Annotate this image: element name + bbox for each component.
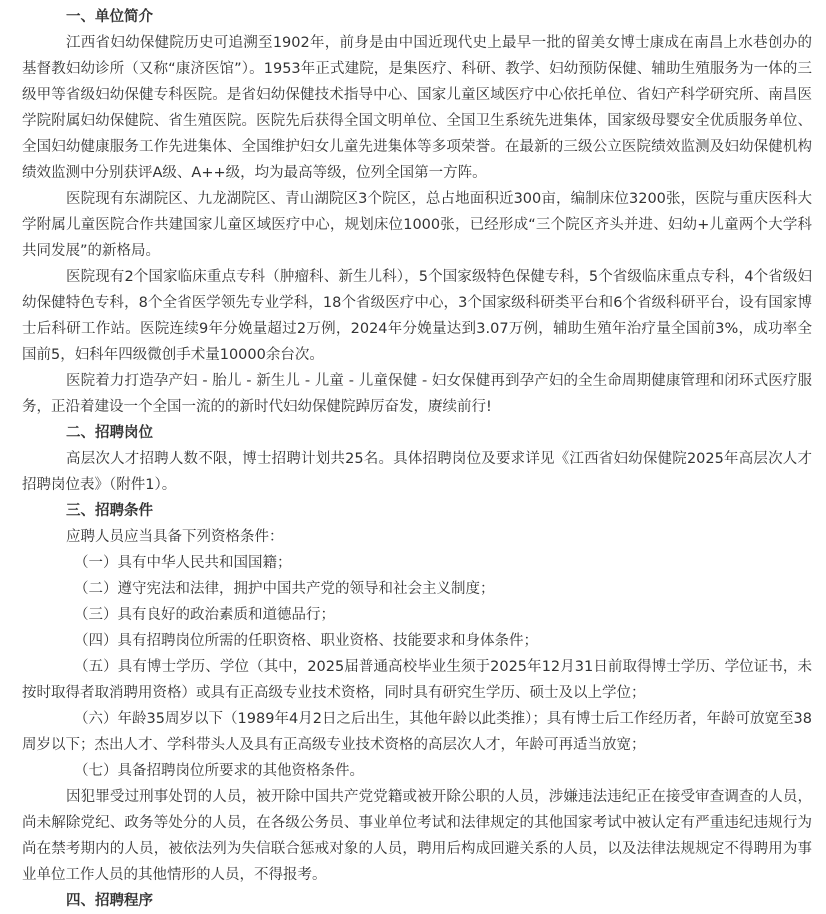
intro-paragraph-services: 医院着力打造孕产妇 - 胎儿 - 新生儿 - 儿童 - 儿童保健 - 妇女保健再到孕产妇的全生命周期健康管理和闭环式医疗服务，正沿着建设一个全国一流的的新时代妇幼保健院踔厉奋发，赓续前行! bbox=[22, 373, 812, 415]
intro-paragraph-specialties: 医院现有2个国家临床重点专科（肿瘤科、新生儿科），5个国家级特色保健专科，5个省级临床重点专科，4个省级妇幼保健特色专科，8个全省医学领先专业学科，18个省级医疗中心，3个国家级科研类平台和6个省级科研平台，设有国家博士后科研工作站。医院连续9年分娩量超过2万例，2024年分娩量达到3.07万例，辅助生殖年治疗量全国前3%，成功率全国前5，妇科年四级微创手术量10000余台次。 bbox=[22, 269, 812, 363]
conditions-intro: 应聘人员应当具备下列资格条件： bbox=[66, 529, 284, 545]
section-heading-positions: 二、招聘岗位 bbox=[66, 425, 153, 441]
article-body bbox=[22, 4, 812, 914]
conditions-exclusions: 因犯罪受过刑事处罚的人员，被开除中国共产党党籍或被开除公职的人员，涉嫌违法违纪正在接受审查调查的人员，尚未解除党纪、政务等处分的人员，在各级公务员、事业单位考试和法律规定的其他国家考试中被认定有严重违纪违规行为尚在禁考期内的人员，被依法列为失信联合惩戒对象的人员，聘用后构成回避关系的人员，以及法律法规规定不得聘用为事业单位工作人员的其他情形的人员，不得报考。 bbox=[22, 789, 812, 883]
condition-item: （四）具有招聘岗位所需的任职资格、职业资格、技能要求和身体条件； bbox=[74, 633, 538, 649]
section-heading-intro: 一、单位简介 bbox=[66, 9, 153, 25]
section-heading-conditions: 三、招聘条件 bbox=[66, 503, 153, 519]
condition-item: （三）具有良好的政治素质和道德品行； bbox=[74, 607, 335, 623]
intro-paragraph-history: 江西省妇幼保健院历史可追溯至1902年，前身是由中国近现代史上最早一批的留美女博士康成在南昌上水巷创办的基督教妇幼诊所（又称“康济医馆”）。1953年正式建院，是集医疗、科研、教学、妇幼预防保健、辅助生殖服务为一体的三级甲等省级妇幼保健专科医院。是省妇幼保健技术指导中心、国家儿童区域医疗中心依托单位、省妇产科学研究所、南昌医学院附属妇幼保健院、省生殖医院。医院先后获得全国文明单位、全国卫生系统先进集体，国家级母婴安全优质服务单位、全国妇幼健康服务工作先进集体、全国维护妇女儿童先进集体等多项荣誉。在最新的三级公立医院绩效监测及妇幼保健机构绩效监测中分别获评A级、A++级，均为最高等级，位列全国第一方阵。 bbox=[22, 35, 812, 181]
positions-paragraph: 高层次人才招聘人数不限，博士招聘计划共25名。具体招聘岗位及要求详见《江西省妇幼保健院2025年高层次人才招聘岗位表》（附件1）。 bbox=[22, 451, 812, 493]
condition-item: （六）年龄35周岁以下（1989年4月2日之后出生，其他年龄以此类推）；具有博士后工作经历者，年龄可放宽至38周岁以下；杰出人才、学科带头人及具有正高级专业技术资格的高层次人才，年龄可再适当放宽； bbox=[22, 711, 812, 753]
intro-paragraph-campuses: 医院现有东湖院区、九龙湖院区、青山湖院区3个院区，总占地面积近300亩，编制床位3200张，医院与重庆医科大学附属儿童医院合作共建国家儿童区域医疗中心，规划床位1000张，已经形成“三个院区齐头并进、妇幼+儿童两个大学科共同发展”的新格局。 bbox=[22, 191, 812, 259]
section-heading-procedure: 四、招聘程序 bbox=[66, 893, 153, 909]
condition-item: （一）具有中华人民共和国国籍； bbox=[74, 555, 292, 571]
condition-item: （七）具备招聘岗位所要求的其他资格条件。 bbox=[74, 763, 364, 779]
condition-item: （五）具有博士学历、学位（其中，2025届普通高校毕业生须于2025年12月31日前取得博士学历、学位证书，未按时取得者取消聘用资格）或具有正高级专业技术资格，同时具有研究生学历、硕士及以上学位； bbox=[22, 659, 812, 701]
condition-item: （二）遵守宪法和法律，拥护中国共产党的领导和社会主义制度； bbox=[74, 581, 495, 597]
